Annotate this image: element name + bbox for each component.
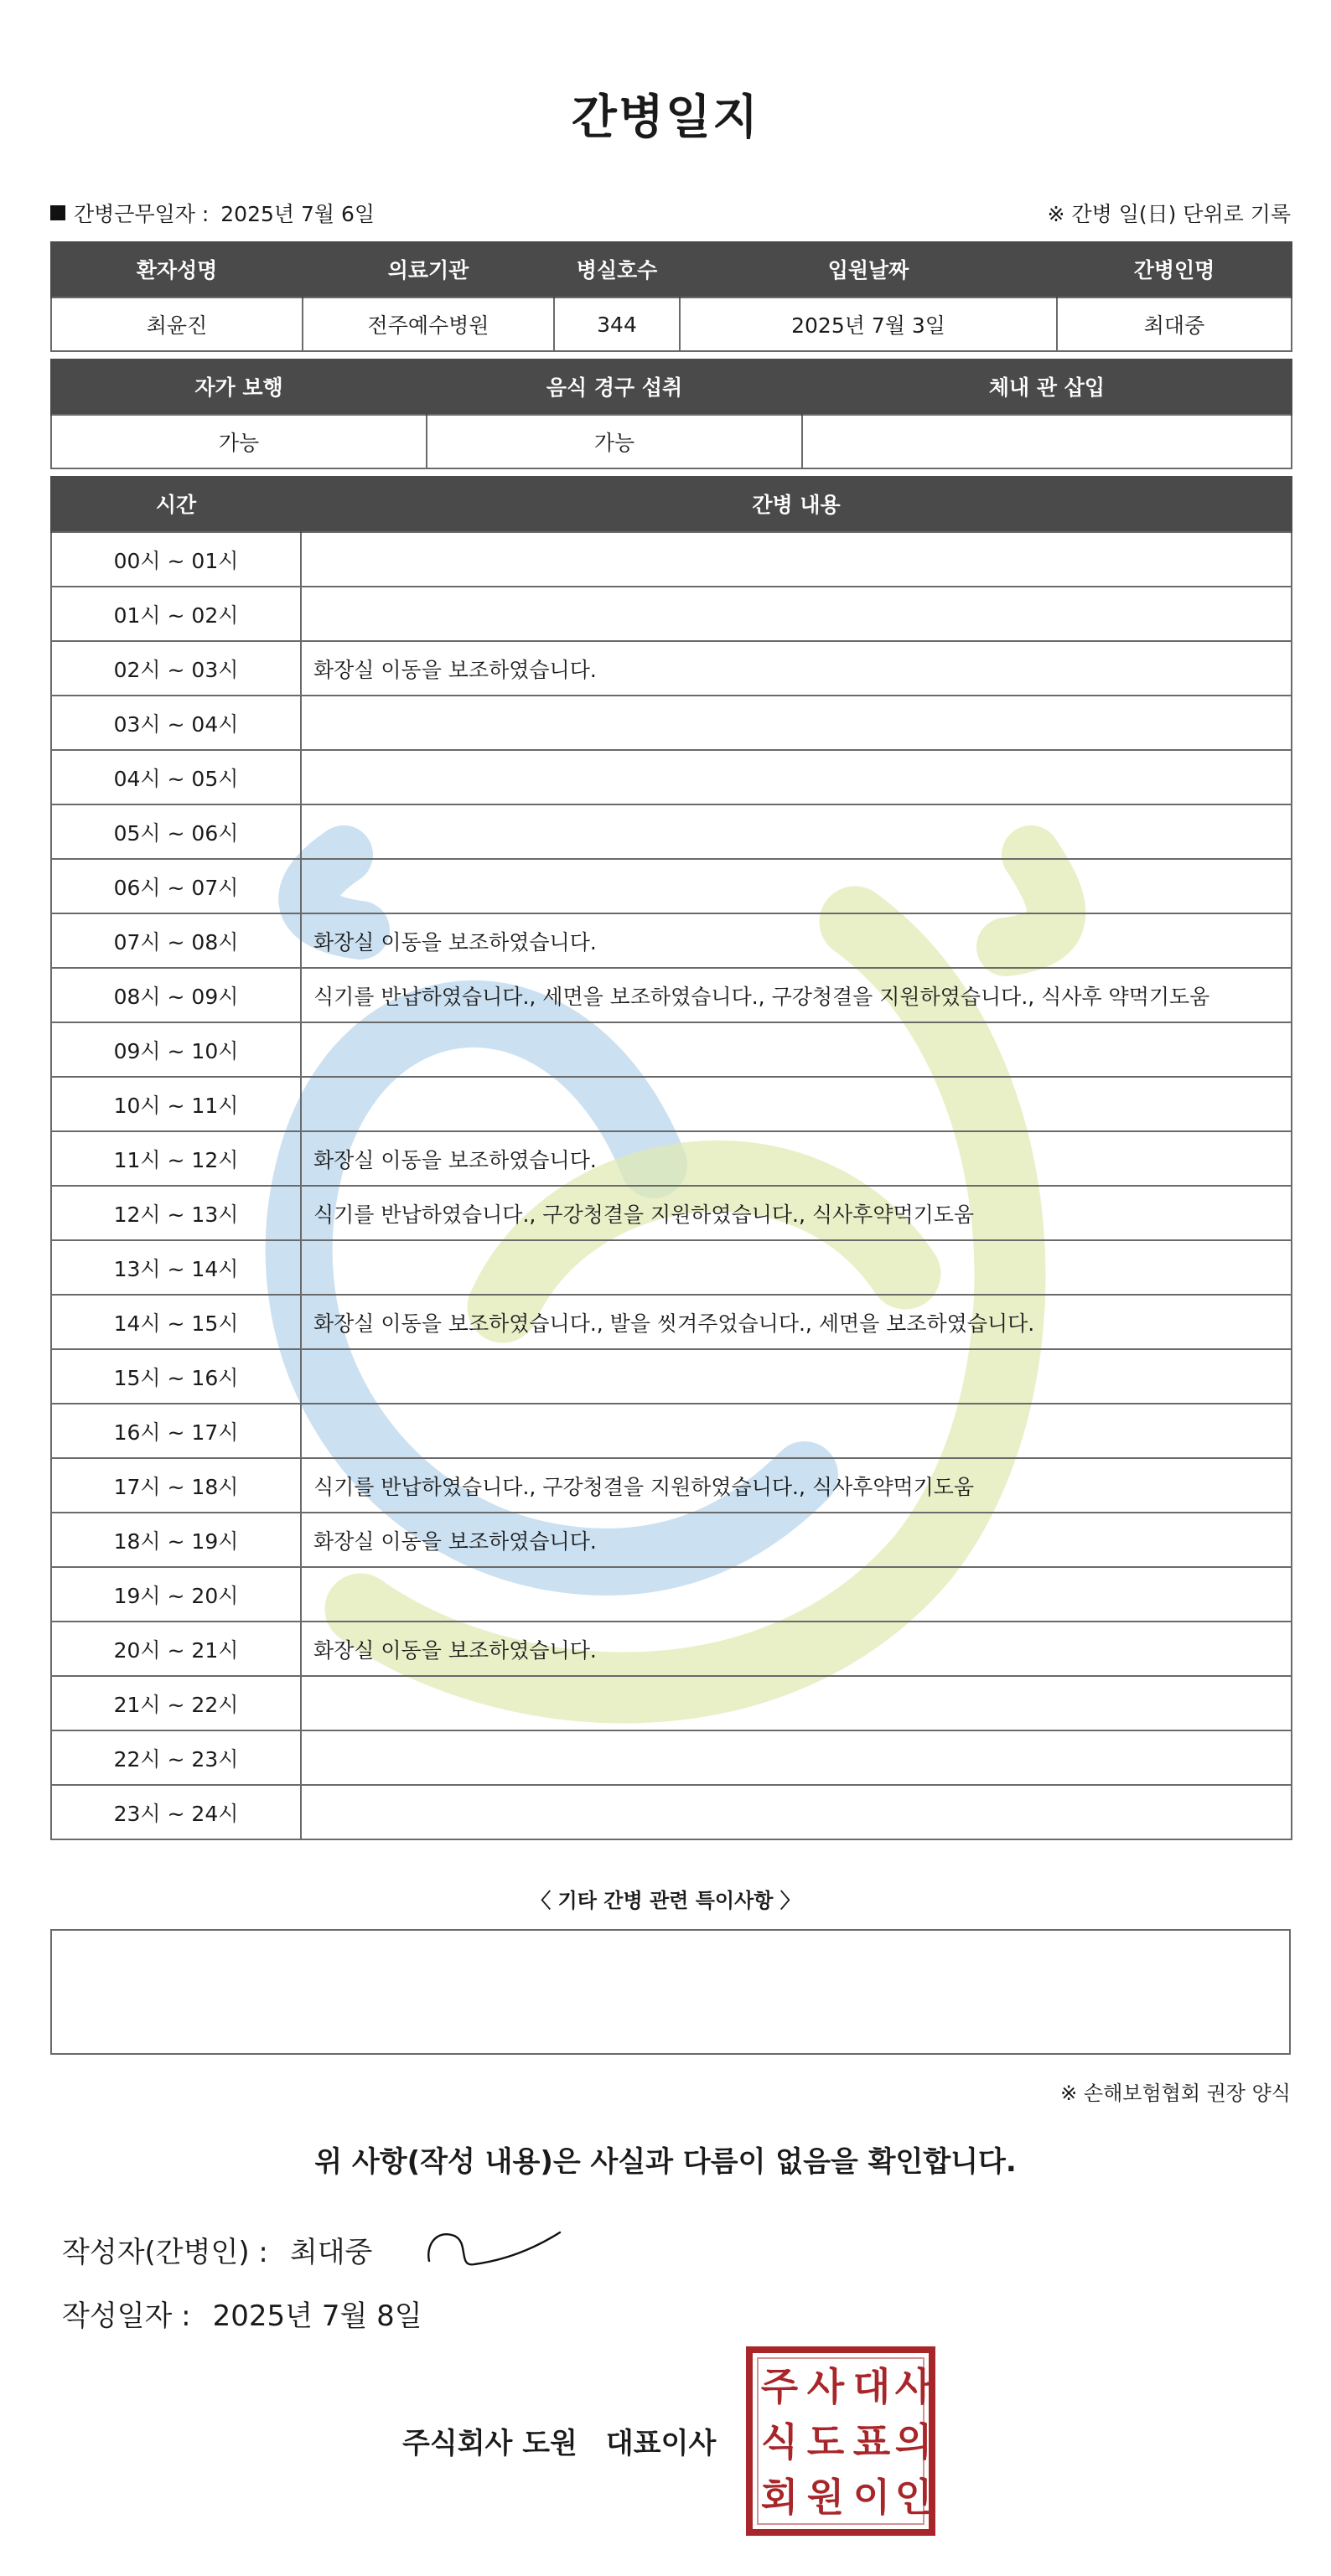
time-slot: 14시 ~ 15시	[51, 1295, 301, 1349]
care-content: 식기를 반납하였습니다., 세면을 보조하였습니다., 구강청결을 지원하였습니다., 식사후 약먹기도움	[301, 968, 1292, 1022]
seal-glyph: 사	[894, 2364, 933, 2409]
recommend-note: ※ 손해보험협회 권장 양식	[1060, 2082, 1291, 2105]
time-slot: 20시 ~ 21시	[51, 1622, 301, 1676]
care-content	[301, 532, 1292, 587]
header-care-content: 간병 내용	[301, 476, 1292, 532]
notes-title: 〈 기타 간병 관련 특이사항 〉	[531, 1889, 800, 1912]
seal-glyph: 대	[852, 2364, 891, 2409]
seal-glyph: 인	[894, 2475, 933, 2520]
time-slot: 18시 ~ 19시	[51, 1513, 301, 1567]
care-log-header-row	[51, 476, 1292, 532]
header-admission-date: 입원날짜	[680, 241, 1057, 297]
patient-info-header-row	[51, 241, 1292, 297]
work-date-value: 2025년 7월 6일	[220, 202, 375, 226]
time-slot: 01시 ~ 02시	[51, 587, 301, 641]
seal-glyph: 이	[852, 2475, 891, 2520]
handwritten-signature	[419, 2212, 570, 2279]
work-date-label: 간병근무일자 :	[74, 202, 210, 226]
care-content	[301, 1567, 1292, 1622]
company-line	[402, 2420, 716, 2461]
care-log-row	[51, 1513, 1292, 1567]
care-content	[301, 1022, 1292, 1077]
care-content	[301, 1676, 1292, 1730]
time-slot: 23시 ~ 24시	[51, 1785, 301, 1839]
notes-box	[50, 1929, 1291, 2055]
time-slot: 13시 ~ 14시	[51, 1240, 301, 1295]
time-slot: 15시 ~ 16시	[51, 1349, 301, 1404]
seal-glyph: 식	[760, 2419, 799, 2465]
care-log-row	[51, 1622, 1292, 1676]
care-content: 화장실 이동을 보조하였습니다.	[301, 1131, 1292, 1186]
seal-glyph: 회	[760, 2475, 799, 2520]
time-slot: 16시 ~ 17시	[51, 1404, 301, 1458]
page-title: 간병일지	[571, 91, 760, 145]
care-log-row	[51, 804, 1292, 859]
care-log-row	[51, 696, 1292, 750]
header-oral-intake: 음식 경구 섭취	[427, 359, 802, 415]
patient-status-value-row	[51, 415, 1292, 468]
write-date-line	[62, 2293, 422, 2334]
square-bullet-icon	[50, 205, 65, 220]
write-date-value: 2025년 7월 8일	[212, 2299, 422, 2333]
care-content	[301, 804, 1292, 859]
time-slot: 22시 ~ 23시	[51, 1730, 301, 1785]
time-slot: 17시 ~ 18시	[51, 1458, 301, 1513]
care-log-row	[51, 1240, 1292, 1295]
patient-status-table	[50, 359, 1292, 469]
time-slot: 02시 ~ 03시	[51, 641, 301, 696]
write-date-label: 작성일자 :	[62, 2299, 191, 2333]
care-log-row	[51, 1404, 1292, 1458]
time-slot: 00시 ~ 01시	[51, 532, 301, 587]
header-hospital: 의료기관	[303, 241, 554, 297]
seal-glyph: 주	[760, 2364, 799, 2409]
care-log-row	[51, 641, 1292, 696]
care-log-table	[50, 476, 1292, 1840]
header-patient-name: 환자성명	[51, 241, 303, 297]
care-content	[301, 587, 1292, 641]
time-slot: 19시 ~ 20시	[51, 1567, 301, 1622]
care-log-row	[51, 859, 1292, 913]
care-log-row	[51, 1676, 1292, 1730]
care-log-row	[51, 1458, 1292, 1513]
company-seal-stamp	[746, 2346, 935, 2536]
care-content	[301, 1785, 1292, 1839]
care-log-row	[51, 750, 1292, 804]
header-self-walking: 자가 보행	[51, 359, 427, 415]
care-log-row	[51, 968, 1292, 1022]
care-log-row	[51, 1730, 1292, 1785]
caregiver-name-value: 최대중	[1057, 297, 1292, 351]
header-caregiver-name: 간병인명	[1057, 241, 1292, 297]
care-content	[301, 1240, 1292, 1295]
writer-line	[62, 2229, 372, 2270]
time-slot: 12시 ~ 13시	[51, 1186, 301, 1240]
header-time: 시간	[51, 476, 301, 532]
confirmation-statement: 위 사항(작성 내용)은 사실과 다름이 없음을 확인합니다.	[314, 2145, 1017, 2179]
care-log-row	[51, 1785, 1292, 1839]
self-walking-value: 가능	[51, 415, 427, 468]
writer-name: 최대중	[289, 2236, 373, 2269]
time-slot: 09시 ~ 10시	[51, 1022, 301, 1077]
care-content: 화장실 이동을 보조하였습니다.	[301, 1622, 1292, 1676]
time-slot: 11시 ~ 12시	[51, 1131, 301, 1186]
care-log-rows	[51, 532, 1292, 1839]
time-slot: 08시 ~ 09시	[51, 968, 301, 1022]
patient-info-value-row	[51, 297, 1292, 351]
seal-glyph: 사	[806, 2364, 845, 2409]
writer-label: 작성자(간병인) :	[62, 2236, 268, 2269]
time-slot: 06시 ~ 07시	[51, 859, 301, 913]
care-log-row	[51, 532, 1292, 587]
care-content: 화장실 이동을 보조하였습니다.	[301, 913, 1292, 968]
care-log-row	[51, 913, 1292, 968]
seal-glyph: 도	[806, 2419, 845, 2465]
care-log-row	[51, 1022, 1292, 1077]
patient-status-header-row	[51, 359, 1292, 415]
seal-glyph: 표	[852, 2419, 891, 2465]
care-log-row	[51, 1077, 1292, 1131]
care-content	[301, 859, 1292, 913]
care-content	[301, 696, 1292, 750]
care-content	[301, 1404, 1292, 1458]
time-slot: 03시 ~ 04시	[51, 696, 301, 750]
care-content: 식기를 반납하였습니다., 구강청결을 지원하였습니다., 식사후약먹기도움	[301, 1186, 1292, 1240]
header-room-number: 병실호수	[554, 241, 680, 297]
unit-note: ※ 간병 일(日) 단위로 기록	[1047, 202, 1291, 226]
care-content	[301, 750, 1292, 804]
company-representative-title: 대표이사	[605, 2427, 717, 2460]
hospital-value: 전주예수병원	[303, 297, 554, 351]
care-log-row	[51, 1131, 1292, 1186]
seal-glyph: 의	[894, 2419, 933, 2465]
care-log-row	[51, 1295, 1292, 1349]
time-slot: 05시 ~ 06시	[51, 804, 301, 859]
care-log-row	[51, 1349, 1292, 1404]
patient-name-value: 최윤진	[51, 297, 303, 351]
time-slot: 10시 ~ 11시	[51, 1077, 301, 1131]
time-slot: 04시 ~ 05시	[51, 750, 301, 804]
care-content: 화장실 이동을 보조하였습니다.	[301, 641, 1292, 696]
time-slot: 21시 ~ 22시	[51, 1676, 301, 1730]
care-content	[301, 1349, 1292, 1404]
header-tube-insertion: 체내 관 삽입	[802, 359, 1292, 415]
room-number-value: 344	[554, 297, 680, 351]
care-content: 화장실 이동을 보조하였습니다., 발을 씻겨주었습니다., 세면을 보조하였습니다.	[301, 1295, 1292, 1349]
time-slot: 07시 ~ 08시	[51, 913, 301, 968]
tube-insertion-value	[802, 415, 1292, 468]
care-log-row	[51, 587, 1292, 641]
care-content	[301, 1730, 1292, 1785]
care-content: 식기를 반납하였습니다., 구강청결을 지원하였습니다., 식사후약먹기도움	[301, 1458, 1292, 1513]
care-log-row	[51, 1186, 1292, 1240]
care-content	[301, 1077, 1292, 1131]
care-content: 화장실 이동을 보조하였습니다.	[301, 1513, 1292, 1567]
care-log-row	[51, 1567, 1292, 1622]
oral-intake-value: 가능	[427, 415, 802, 468]
admission-date-value: 2025년 7월 3일	[680, 297, 1057, 351]
patient-info-table	[50, 241, 1292, 352]
seal-glyph: 원	[806, 2475, 845, 2520]
company-name: 주식회사 도원	[402, 2427, 577, 2460]
work-date-row	[50, 198, 1291, 228]
